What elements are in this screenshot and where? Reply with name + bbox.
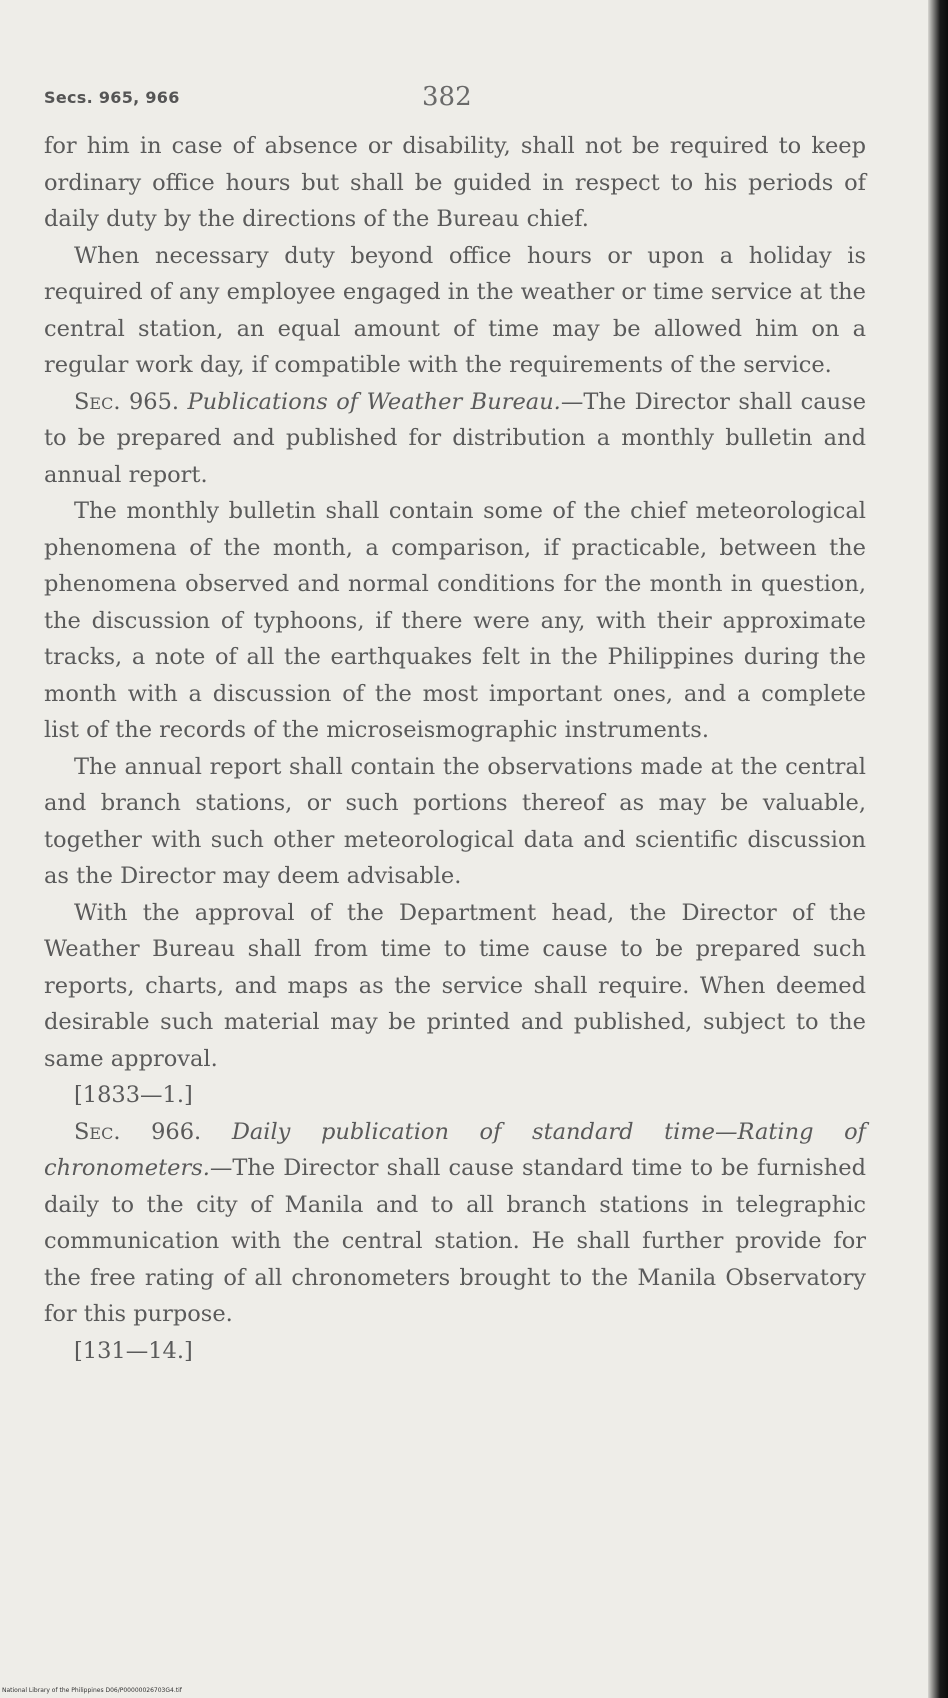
scan-credit: National Library of the Philippines D06/P00000026703G4.tif [2, 1687, 182, 1694]
section-965-title: Publications of Weather Bureau. [187, 388, 561, 415]
paragraph-continuation: for him in case of absence or disability, shall not be required to keep ordinary office hours but shall be guided in respect to his periods of daily duty by the directions of the Bureau chief. [44, 133, 866, 232]
paragraph-annual-report: The annual report shall contain the observations made at the central and branch stations, or such portions thereof as may be valuable, together with such other meteorological data and scientific discussion as the Director may deem advisable. [44, 753, 866, 889]
citation-reference: [1833—1.] [74, 1082, 193, 1108]
paragraph-overtime: When necessary duty beyond office hours or upon a holiday is required of any employee engaged in the weather or time service at the central station, an equal amount of time may be allowed him on a regular work day, if compatible with the requirements of the service. [44, 242, 866, 378]
section-966-title: Daily publication of standard time—Rating of chronometers. [44, 1118, 866, 1181]
paragraph-reports-charts: With the approval of the Department head, the Director of the Weather Bureau shall from time to time cause to be prepared such reports, charts, and maps as the service shall require. When deemed desirable such material may be printed and published, subject to the same approval. [44, 899, 866, 1072]
section-966-body: —The Director shall cause standard time to be furnished daily to the city of Manila and to all branch stations in telegraphic communication with the central station. He shall further provide for the free rating of all chronometers brought to the Manila Observatory for this purpose. [44, 1155, 866, 1327]
sections-reference: Secs. 965, 966 [44, 88, 180, 107]
section-966 [44, 1114, 866, 1333]
section-965-body: —The Director shall cause to be prepared and published for distribution a monthly bulletin and annual report. [44, 388, 867, 488]
paragraph-monthly-bulletin: The monthly bulletin shall contain some of the chief meteorological phenomena of the month, a comparison, if practicable, between the phenomena observed and normal conditions for the month in question, the discussion of typhoons, if there were any, with their approximate tracks, a note of all the earthquakes felt in the Philippines during the month with a discussion of the most important ones, and a complete list of the records of the microseismographic instruments. [44, 498, 866, 743]
running-head [44, 84, 864, 114]
section-965 [44, 384, 866, 494]
citation-reference: [131—14.] [74, 1337, 193, 1364]
body-text [44, 128, 866, 1369]
page-number: 382 [422, 82, 472, 112]
section-966-label: Sec. 966. [74, 1118, 202, 1145]
section-965-label: Sec. 965. [74, 388, 180, 415]
scan-page-edge [928, 0, 948, 1698]
